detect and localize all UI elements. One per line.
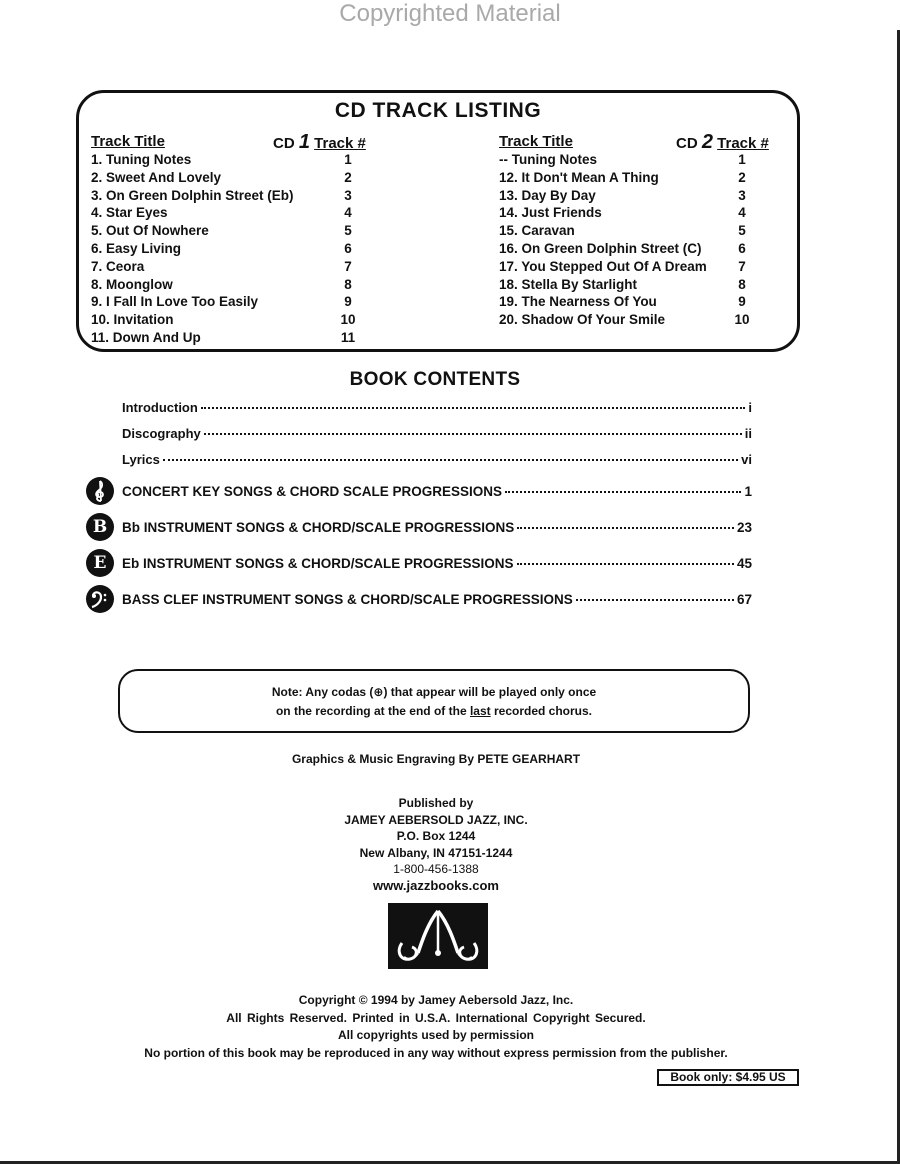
toc-entry — [122, 400, 752, 415]
cd-track-listing-box — [76, 90, 800, 352]
e-flat-icon — [86, 549, 114, 577]
toc-leader-dots — [163, 459, 738, 461]
treble-clef-icon — [86, 477, 114, 505]
toc-entry — [122, 452, 752, 467]
publisher-name: JAMEY AEBERSOLD JAZZ, INC. — [344, 812, 528, 827]
publisher-website[interactable]: www.jazzbooks.com — [373, 877, 499, 893]
copyright-line-4: No portion of this book may be reproduced in any way without express permission from the publisher. — [144, 1045, 728, 1060]
watermark: Copyrighted Material — [339, 0, 561, 27]
track-row — [499, 169, 799, 187]
cd1-column — [91, 131, 391, 347]
track-row — [91, 240, 391, 258]
track-number: 3 — [738, 187, 746, 203]
graphics-credit: Graphics & Music Engraving By PETE GEARHART — [291, 752, 581, 766]
coda-note — [118, 669, 750, 733]
toc-label: Discography — [122, 426, 201, 441]
track-title: 3. On Green Dolphin Street (Eb) — [91, 187, 294, 203]
track-title: 13. Day By Day — [499, 187, 596, 203]
note-line-2: on the recording at the end of the last recorded chorus. — [275, 704, 593, 718]
track-row — [499, 187, 799, 205]
price-tag: Book only: $4.95 US — [657, 1069, 799, 1086]
b-flat-icon — [86, 513, 114, 541]
cd2-header — [499, 131, 799, 151]
track-row — [91, 187, 391, 205]
toc-leader-dots — [505, 491, 741, 493]
track-title: 9. I Fall In Love Too Easily — [91, 294, 259, 310]
track-number: 5 — [344, 223, 352, 239]
track-title: 5. Out Of Nowhere — [91, 223, 209, 239]
track-number: 9 — [738, 294, 746, 310]
track-number: 2 — [344, 169, 352, 185]
track-row — [499, 204, 799, 222]
track-row — [91, 293, 391, 311]
toc-page-number: ii — [744, 426, 752, 441]
track-number: 10 — [734, 312, 750, 328]
toc-label: Lyrics — [122, 452, 160, 467]
publisher-block — [0, 795, 872, 894]
cd2-header-title: Track Title — [499, 133, 573, 150]
track-number: 4 — [344, 205, 352, 221]
track-number: 8 — [344, 276, 352, 292]
bass-clef-icon — [86, 585, 114, 613]
track-title: 17. You Stepped Out Of A Dream — [499, 258, 707, 274]
track-listing-title: CD TRACK LISTING — [334, 99, 542, 122]
track-title: 18. Stella By Starlight — [499, 276, 638, 292]
track-number: 7 — [738, 258, 746, 274]
track-title: 15. Caravan — [499, 223, 575, 239]
track-row — [91, 311, 391, 329]
copyright-line-3: All copyrights used by permission — [337, 1028, 535, 1042]
toc-entry — [122, 556, 752, 571]
toc-entry — [122, 484, 752, 499]
toc-leader-dots — [204, 433, 742, 435]
toc-leader-dots — [517, 527, 734, 529]
track-row — [499, 276, 799, 294]
toc-leader-dots — [517, 563, 734, 565]
track-title: 4. Star Eyes — [91, 205, 168, 221]
track-title: 2. Sweet And Lovely — [91, 169, 222, 185]
publisher-logo — [388, 903, 488, 969]
toc-entry — [122, 520, 752, 535]
track-row — [499, 293, 799, 311]
toc-page-number: 45 — [736, 556, 752, 571]
track-row — [91, 276, 391, 294]
track-number: 4 — [738, 205, 746, 221]
toc-page-number: 23 — [736, 520, 752, 535]
track-title: 20. Shadow Of Your Smile — [499, 312, 666, 328]
track-title: 12. It Don't Mean A Thing — [499, 169, 659, 185]
publisher-phone: 1-800-456-1388 — [393, 862, 479, 876]
toc-page-number: 1 — [744, 484, 752, 499]
cd2-column — [499, 131, 799, 329]
track-number: 9 — [344, 294, 352, 310]
track-row — [91, 151, 391, 169]
toc-label: Bb INSTRUMENT SONGS & CHORD/SCALE PROGRESSIONS — [122, 520, 515, 535]
cd2-header-cd: CD 2 Track # — [676, 131, 769, 153]
track-number: 1 — [344, 152, 352, 167]
track-row — [91, 169, 391, 187]
track-row — [91, 222, 391, 240]
track-number: 8 — [738, 276, 746, 292]
toc-label: Introduction — [122, 400, 198, 415]
track-number: 5 — [738, 223, 746, 239]
track-row — [499, 311, 799, 329]
track-row — [91, 204, 391, 222]
copyright-line-2: All Rights Reserved. Printed in U.S.A. International Copyright Secured. — [226, 1010, 646, 1025]
toc-leader-dots — [576, 599, 734, 601]
track-row — [499, 151, 799, 169]
track-row — [499, 222, 799, 240]
publisher-city: New Albany, IN 47151-1244 — [359, 845, 513, 860]
track-title: 8. Moonglow — [91, 276, 173, 292]
track-title: -- Tuning Notes — [499, 152, 597, 167]
track-number: 1 — [738, 152, 746, 167]
toc-page-number: 67 — [736, 592, 752, 607]
published-by: Published by — [398, 796, 474, 810]
track-row — [91, 329, 391, 347]
track-title: 11. Down And Up — [91, 329, 201, 345]
track-number: 3 — [344, 187, 352, 203]
toc-page-number: i — [748, 400, 752, 415]
track-title: 7. Ceora — [91, 258, 145, 274]
toc-entry — [122, 592, 752, 607]
cd1-header-cd: CD 1 Track # — [273, 131, 366, 153]
track-number: 2 — [738, 169, 746, 185]
book-contents-title: BOOK CONTENTS — [349, 369, 521, 390]
cd1-header — [91, 131, 391, 151]
toc-label: BASS CLEF INSTRUMENT SONGS & CHORD/SCALE PROGRESSIONS — [122, 592, 573, 607]
publisher-po-box: P.O. Box 1244 — [396, 829, 476, 843]
track-number: 11 — [340, 329, 356, 345]
cd1-header-title: Track Title — [91, 133, 165, 150]
track-number: 6 — [344, 240, 352, 256]
toc-label: CONCERT KEY SONGS & CHORD SCALE PROGRESSIONS — [122, 484, 503, 499]
toc-label: Eb INSTRUMENT SONGS & CHORD/SCALE PROGRESSIONS — [122, 556, 514, 571]
copyright-block — [0, 992, 872, 1062]
track-row — [91, 258, 391, 276]
copyright-line-1: Copyright © 1994 by Jamey Aebersold Jazz, Inc. — [298, 993, 574, 1007]
icon-letter: E — [93, 553, 107, 573]
icon-letter: B — [92, 517, 108, 537]
track-title: 19. The Nearness Of You — [499, 294, 657, 310]
track-row — [499, 258, 799, 276]
track-number: 10 — [340, 312, 356, 328]
track-title: 1. Tuning Notes — [91, 152, 192, 167]
toc-entry — [122, 426, 752, 441]
track-title: 14. Just Friends — [499, 205, 602, 221]
note-line-1: Note: Any codas (⊕) that appear will be played only once — [271, 685, 597, 699]
track-title: 6. Easy Living — [91, 240, 182, 256]
track-title: 16. On Green Dolphin Street (C) — [499, 240, 702, 256]
track-number: 7 — [344, 258, 352, 274]
track-number: 6 — [738, 240, 746, 256]
toc-leader-dots — [201, 407, 746, 409]
track-row — [499, 240, 799, 258]
track-title: 10. Invitation — [91, 312, 174, 328]
toc-page-number: vi — [741, 452, 752, 467]
